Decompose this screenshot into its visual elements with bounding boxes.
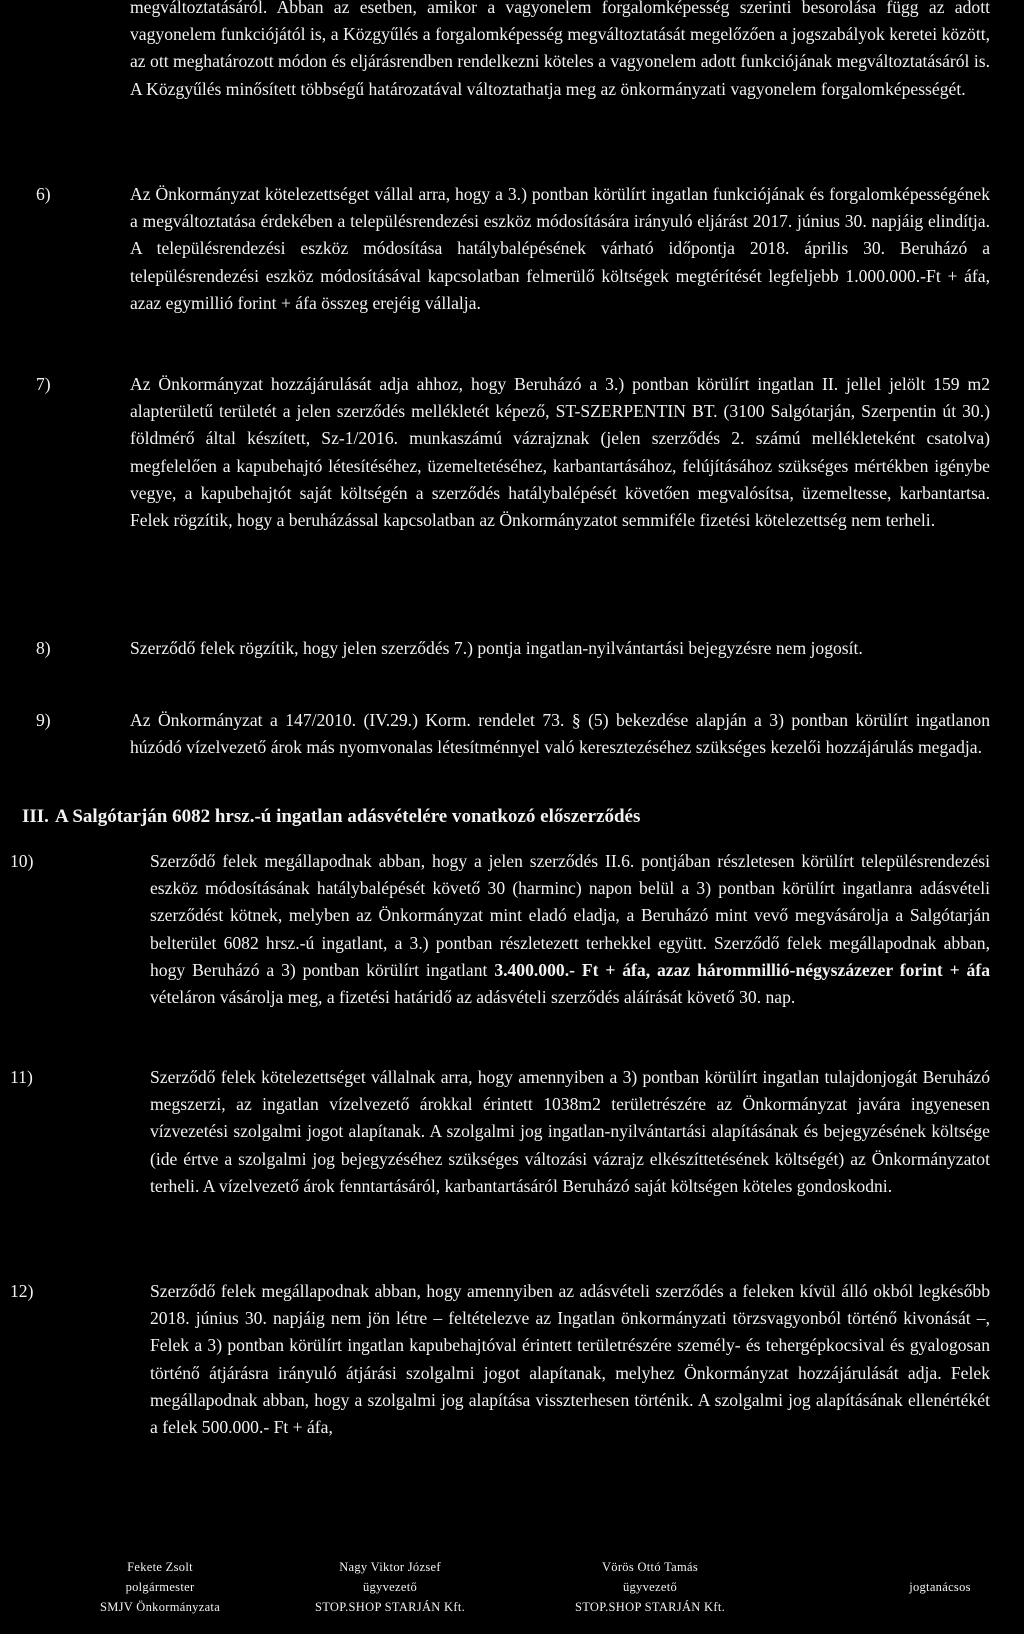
clause-number: 9): [36, 710, 51, 730]
signatory-organization: STOP.SHOP STARJÁN Kft.: [314, 1600, 466, 1614]
clause-text-after: vételáron vásárolja meg, a fizetési határidő az adásvételi szerződés aláírását követő 30. nap.: [150, 987, 796, 1008]
purchase-price: 3.400.000.- Ft + áfa, azaz hárommillió-négyszázezer forint + áfa: [494, 959, 990, 980]
intro-paragraph: megváltoztatásáról. Abban az esetben, amikor a vagyonelem forgalomképesség szerinti besorolása függ az adott vagyonelem funkciójától is, a Közgyűlés a forgalomképesség megváltoztatását megelőzően a jogszabályok keretei között, az ott meghatározott módon és eljárásrendben rendelkezni köteles a vagyonelem adott funkciójának megváltoztatásáról is. A Közgyűlés minősített többségű határozatával változtathatja meg az önkormányzati vagyonelem forgalomképességét.: [130, 0, 990, 99]
signature-block-director-1: [290, 1557, 490, 1617]
clause-text: Az Önkormányzat hozzájárulását adja ahhoz, hogy Beruházó a 3.) pontban körülírt ingatlan II. jellel jelölt 159 m2 alapterületű területét a jelen szerződés mellékletét képező, ST-SZERPENTIN BT. (3100 Salgótarján, Szerpentin út 30.) földmérő által készített, Sz-1/2016. munkaszámú vázrajznak (jelen szerződés 2. számú mellékleteként csatolva) megfelelően a kapubehajtó létesítéséhez, üzemeltetéséhez, karbantartásához, felújításához szükséges mértékben igénybe vegye, a kapubehajtót saját költségén a szerződés hatálybalépését követően megvalósítsa, üzemeltesse, karbantartsa. Felek rögzítik, hogy a beruházással kapcsolatban az Önkormányzatot semmiféle fizetési kötelezettség nem terheli.: [130, 374, 990, 531]
clause-7: [36, 371, 990, 534]
signatory-organization: SMJV Önkormányzata: [99, 1600, 221, 1614]
signatory-title: ügyvezető: [622, 1580, 678, 1594]
clause-11: [10, 1064, 990, 1200]
clause-8: [36, 635, 990, 662]
section-heading: [22, 803, 640, 831]
clause-text-before: Szerződő felek megállapodnak abban, hogy a jelen szerződés II.6. pontjában részletesen körülírt településrendezési eszköz módosításának hatálybalépését követő 30 (harminc) napon belül a 3) pontban körülírt ingatlanra adásvételi szerződést kötnek, melyben az Önkormányzat mint eladó eladja, a Beruházó mint vevő megvásárolja a Salgótarján belterület 6082 hrsz.-ú ingatlant, a 3.) pontban részletezett terhekkel együtt. Szerződő felek megállapodnak abban, hogy Beruházó a 3) pontban körülírt ingatlant: [150, 851, 990, 980]
section-number: III.: [22, 806, 49, 827]
clause-text: Az Önkormányzat a 147/2010. (IV.29.) Korm. rendelet 73. § (5) bekezdése alapján a 3) pontban körülírt ingatlanon húzódó vízelvezető árok más nyomvonalas létesítménnyel való keresztezéséhez szükséges kezelői hozzájárulás megadja.: [130, 710, 990, 758]
signatory-title: jogtanácsos: [909, 1580, 971, 1594]
signatory-organization: [880, 1597, 1000, 1617]
clause-number: 10): [10, 851, 34, 871]
clause-number: 7): [36, 374, 51, 394]
clause-number: 11): [10, 1067, 33, 1087]
signatory-name: [880, 1557, 1000, 1577]
clause-text: Szerződő felek kötelezettséget vállalnak arra, hogy amennyiben a 3) pontban körülírt ingatlan tulajdonjogát Beruházó megszerzi, az ingatlan vízelvezető árokkal érintett 1038m2 területrészére az Önkormányzat javára ingyenesen vízvezetési szolgalmi jogot alapítanak. A szolgalmi jog ingatlan-nyilvántartási alapításának és bejegyzésének költsége (ide értve a szolgalmi jog bejegyzéséhez szükséges változási vázrajz elkészíttetésének költségét) az Önkormányzatot terheli. A vízelvezető árok fenntartásáról, karbantartásáról Beruházó saját költségen köteles gondoskodni.: [150, 1067, 990, 1196]
clause-9: [36, 707, 990, 761]
clause-12: [10, 1278, 990, 1441]
signatory-title: ügyvezető: [362, 1580, 418, 1594]
signature-block-director-2: [560, 1557, 740, 1617]
signature-block-mayor: [75, 1557, 245, 1617]
clause-text: Szerződő felek megállapodnak abban, hogy amennyiben az adásvételi szerződés a feleken kívül álló okból legkésőbb 2018. június 30. napjáig nem jön létre – feltételezve az Ingatlan önkormányzati törzsvagyonból történő kivonását –, Felek a 3) pontban körülírt ingatlan kapubehajtóval érintett területrészére személy- és tehergépkocsival és gyalogosan történő átjárásra irányuló átjárási szolgalmi jogot alapítanak, melyhez Önkormányzat hozzájárulását adja. Felek megállapodnak abban, hogy a szolgalmi jog alapítása visszterhesen történik. A szolgalmi jog alapításának ellenértékét a felek 500.000.- Ft + áfa,: [150, 1281, 990, 1438]
clause-6: [36, 181, 990, 317]
clause-number: 8): [36, 638, 51, 658]
clause-text: Szerződő felek rögzítik, hogy jelen szerződés 7.) pontja ingatlan-nyilvántartási bejegyzésre nem jogosít.: [130, 638, 863, 658]
signatory-name: Nagy Viktor József: [339, 1560, 441, 1574]
clause-text: Az Önkormányzat kötelezettséget vállal arra, hogy a 3.) pontban körülírt ingatlan funkciójának és forgalomképességének a megváltoztatása érdekében a településrendezési eszköz módosítására irányuló eljárást 2017. június 30. napjáig elindítja. A településrendezési eszköz módosítása hatálybalépésének várható időpontja 2018. április 30. Beruházó a településrendezési eszköz módosításával kapcsolatban felmerülő költségek megtérítését legfeljebb 1.000.000.-Ft + áfa, azaz egymillió forint + áfa összeg erejéig vállalja.: [130, 184, 990, 313]
signatory-name: Fekete Zsolt: [127, 1560, 193, 1574]
signatory-title: polgármester: [125, 1580, 195, 1594]
clause-number: 6): [36, 184, 51, 204]
clause-number: 12): [10, 1281, 34, 1301]
signatory-name: Vörös Ottó Tamás: [601, 1560, 699, 1574]
section-title: A Salgótarján 6082 hrsz.-ú ingatlan adásvételére vonatkozó előszerződés: [54, 806, 641, 827]
signatory-organization: STOP.SHOP STARJÁN Kft.: [574, 1600, 726, 1614]
clause-10: [10, 848, 990, 1011]
signature-block-counsel: [880, 1557, 1000, 1617]
